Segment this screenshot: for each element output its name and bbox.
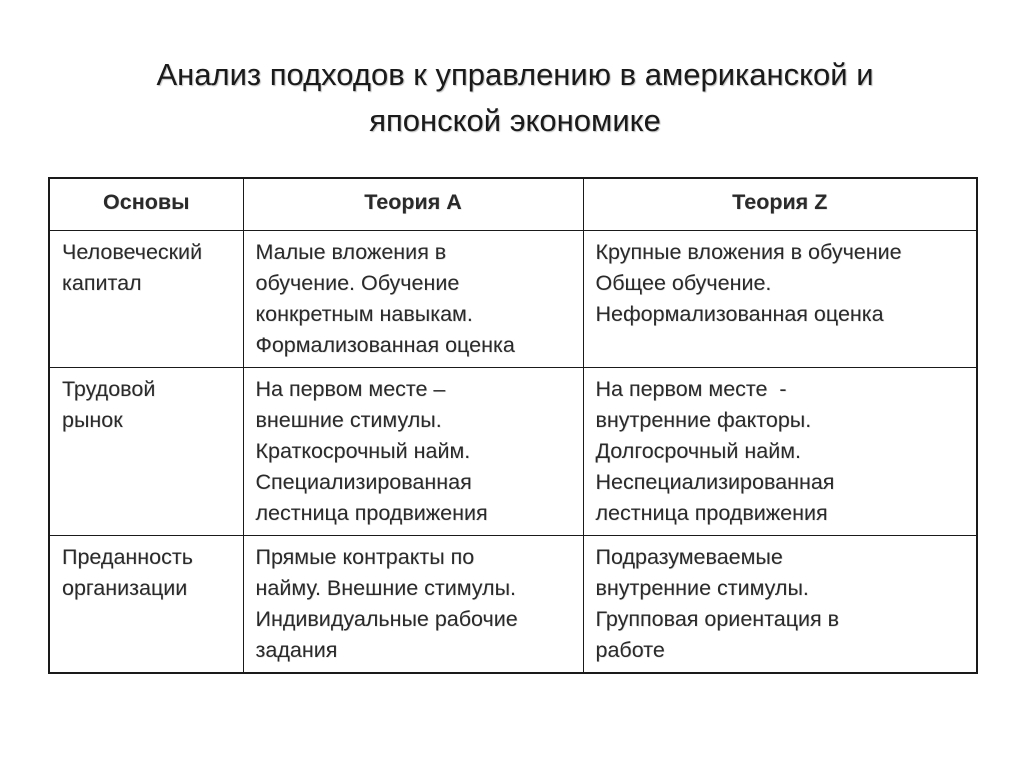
title-line-2: японской экономике: [369, 103, 661, 138]
cell-line: Неспециализированная: [595, 469, 835, 494]
header-theory-z: Теория Z: [583, 178, 977, 230]
cell-basis: [49, 535, 243, 673]
cell-line: работе: [595, 637, 665, 662]
cell-line: Долгосрочный найм.: [595, 438, 801, 463]
cell-line: На первом месте –: [255, 376, 446, 401]
cell-line: Формализованная оценка: [255, 332, 515, 357]
cell-line: Крупные вложения в обучение: [595, 239, 902, 264]
cell-line: Групповая ориентация в: [595, 606, 840, 631]
header-basis: Основы: [49, 178, 243, 230]
cell-line: конкретным навыкам.: [255, 301, 473, 326]
cell-line: капитал: [62, 270, 142, 295]
cell-line: обучение. Обучение: [255, 270, 460, 295]
cell-theory-z: [583, 230, 977, 367]
cell-line: Преданность: [62, 544, 193, 569]
table-header-row: [49, 178, 977, 230]
cell-theory-a: [243, 367, 583, 535]
header-theory-a: Теория А: [243, 178, 583, 230]
cell-line: Человеческий: [62, 239, 203, 264]
cell-theory-z: [583, 535, 977, 673]
cell-line: найму. Внешние стимулы.: [255, 575, 517, 600]
table-row: [49, 367, 977, 535]
cell-line: внутренние стимулы.: [595, 575, 809, 600]
comparison-table: [48, 177, 978, 674]
cell-line: Специализированная: [255, 469, 472, 494]
cell-line: Трудовой: [62, 376, 156, 401]
cell-line: внутренние факторы.: [595, 407, 812, 432]
cell-line: Краткосрочный найм.: [255, 438, 471, 463]
page-title: [60, 52, 970, 144]
cell-line: лестница продвижения: [255, 500, 488, 525]
cell-line: задания: [255, 637, 338, 662]
title-line-1: Анализ подходов к управлению в американской и: [156, 57, 874, 92]
cell-basis: [49, 367, 243, 535]
cell-basis: [49, 230, 243, 367]
cell-line: Общее обучение.: [595, 270, 772, 295]
cell-theory-a: [243, 230, 583, 367]
cell-line: На первом месте -: [595, 376, 787, 401]
cell-line: Индивидуальные рабочие: [255, 606, 518, 631]
cell-line: внешние стимулы.: [255, 407, 442, 432]
cell-line: Малые вложения в: [255, 239, 447, 264]
cell-line: Подразумеваемые: [595, 544, 783, 569]
cell-line: рынок: [62, 407, 123, 432]
cell-line: Прямые контракты по: [255, 544, 475, 569]
table-row: [49, 230, 977, 367]
cell-line: Неформализованная оценка: [595, 301, 884, 326]
table-row: [49, 535, 977, 673]
cell-theory-z: [583, 367, 977, 535]
cell-theory-a: [243, 535, 583, 673]
cell-line: организации: [62, 575, 188, 600]
cell-line: лестница продвижения: [595, 500, 828, 525]
